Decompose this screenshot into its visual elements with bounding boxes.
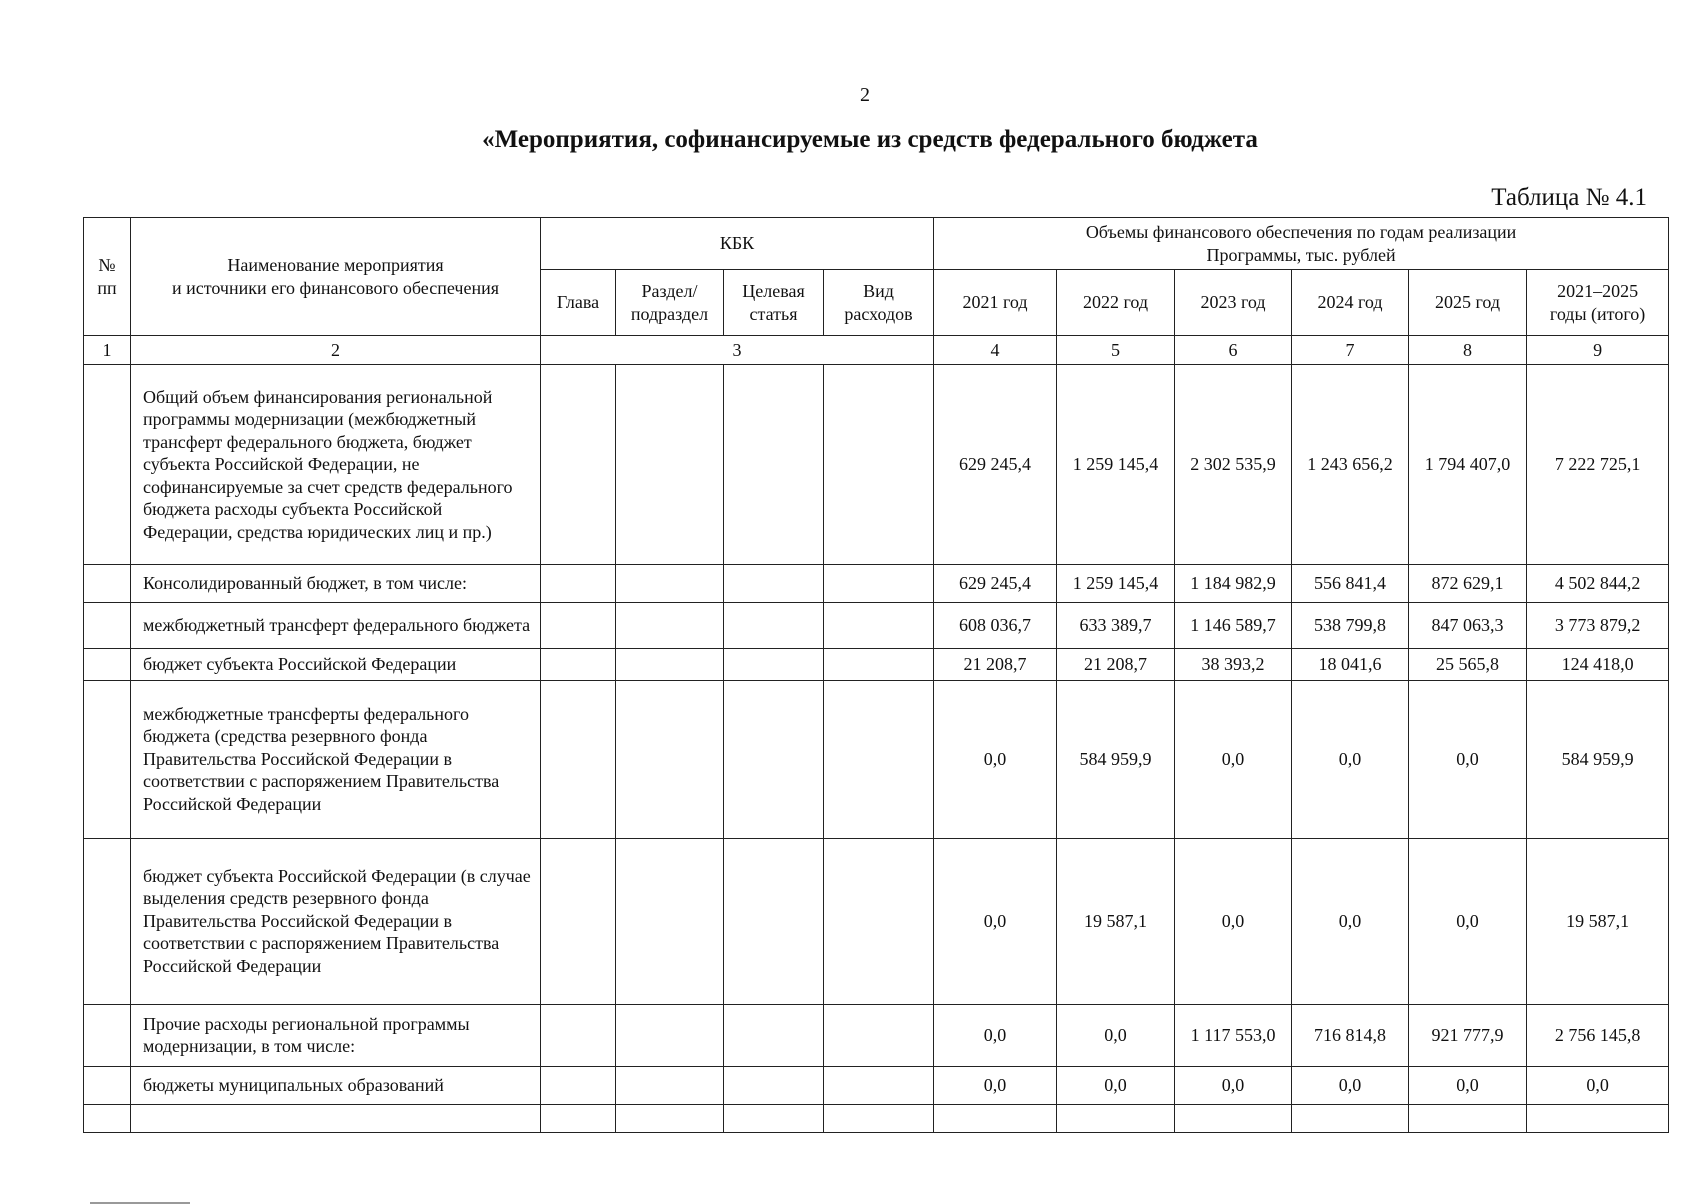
kbk-cell: [824, 649, 934, 681]
kbk-cell: [724, 603, 824, 649]
value-cell: 21 208,7: [1057, 649, 1175, 681]
header-year-2024: 2024 год: [1292, 270, 1409, 336]
header-year-2023: 2023 год: [1175, 270, 1292, 336]
column-number: 7: [1292, 336, 1409, 365]
value-cell: [934, 1104, 1057, 1132]
value-cell: 538 799,8: [1292, 603, 1409, 649]
value-cell: 0,0: [1292, 1066, 1409, 1104]
kbk-cell: [616, 838, 724, 1004]
kbk-cell: [724, 649, 824, 681]
row-number-cell: [84, 365, 131, 565]
kbk-cell: [724, 1104, 824, 1132]
value-cell: 124 418,0: [1527, 649, 1669, 681]
header-num: № пп: [84, 218, 131, 336]
value-cell: [1409, 1104, 1527, 1132]
kbk-cell: [724, 1004, 824, 1066]
value-cell: 0,0: [1527, 1066, 1669, 1104]
value-cell: 21 208,7: [934, 649, 1057, 681]
value-cell: 629 245,4: [934, 365, 1057, 565]
value-cell: 38 393,2: [1175, 649, 1292, 681]
kbk-cell: [616, 1004, 724, 1066]
value-cell: 19 587,1: [1527, 838, 1669, 1004]
value-cell: 556 841,4: [1292, 565, 1409, 603]
value-cell: 0,0: [1175, 680, 1292, 838]
document-title: «Мероприятия, софинансируемые из средств федерального бюджета: [482, 126, 1258, 153]
kbk-cell: [541, 649, 616, 681]
value-cell: 0,0: [1292, 680, 1409, 838]
kbk-cell: [616, 603, 724, 649]
value-cell: 0,0: [1057, 1066, 1175, 1104]
header-volumes: Объемы финансового обеспечения по годам реализации Программы, тыс. рублей: [934, 218, 1669, 270]
value-cell: 1 259 145,4: [1057, 365, 1175, 565]
kbk-cell: [824, 1004, 934, 1066]
header-year-total: 2021–2025 годы (итого): [1527, 270, 1669, 336]
column-number: 4: [934, 336, 1057, 365]
row-name: межбюджетный трансферт федерального бюджета: [131, 603, 541, 649]
table-row: [84, 1004, 1669, 1066]
header-year-2022: 2022 год: [1057, 270, 1175, 336]
kbk-cell: [824, 603, 934, 649]
value-cell: 1 184 982,9: [1175, 565, 1292, 603]
table-row: [84, 649, 1669, 681]
value-cell: 7 222 725,1: [1527, 365, 1669, 565]
value-cell: [1175, 1104, 1292, 1132]
header-kbk-vid: Вид расходов: [824, 270, 934, 336]
kbk-cell: [541, 565, 616, 603]
value-cell: 1 117 553,0: [1175, 1004, 1292, 1066]
row-number-cell: [84, 1066, 131, 1104]
value-cell: 0,0: [1409, 838, 1527, 1004]
column-number-row: [84, 336, 1669, 365]
kbk-cell: [824, 680, 934, 838]
kbk-cell: [724, 838, 824, 1004]
table-row: [84, 1066, 1669, 1104]
column-number: 1: [84, 336, 131, 365]
value-cell: 18 041,6: [1292, 649, 1409, 681]
budget-table: [83, 217, 1669, 1133]
row-number-cell: [84, 838, 131, 1004]
row-number-cell: [84, 565, 131, 603]
row-name: бюджет субъекта Российской Федерации: [131, 649, 541, 681]
kbk-cell: [541, 1066, 616, 1104]
value-cell: 584 959,9: [1527, 680, 1669, 838]
value-cell: 0,0: [934, 838, 1057, 1004]
value-cell: 0,0: [1409, 1066, 1527, 1104]
kbk-cell: [824, 1104, 934, 1132]
kbk-cell: [616, 365, 724, 565]
header-year-2021: 2021 год: [934, 270, 1057, 336]
kbk-cell: [724, 1066, 824, 1104]
kbk-cell: [616, 649, 724, 681]
value-cell: 1 243 656,2: [1292, 365, 1409, 565]
value-cell: 2 756 145,8: [1527, 1004, 1669, 1066]
kbk-cell: [541, 1004, 616, 1066]
row-name: бюджет субъекта Российской Федерации (в случае выделения средств резервного фонда Правительства Российской Федерации в соответствии с распоряжением Правительства Российской Федерации: [131, 838, 541, 1004]
header-kbk-statya: Целевая статья: [724, 270, 824, 336]
value-cell: 25 565,8: [1409, 649, 1527, 681]
table-caption: Таблица № 4.1: [1491, 184, 1647, 211]
value-cell: 1 259 145,4: [1057, 565, 1175, 603]
table-row: [84, 603, 1669, 649]
row-name: бюджеты муниципальных образований: [131, 1066, 541, 1104]
kbk-cell: [616, 565, 724, 603]
value-cell: 2 302 535,9: [1175, 365, 1292, 565]
column-number: 3: [541, 336, 934, 365]
header-kbk-glava: Глава: [541, 270, 616, 336]
column-number: 8: [1409, 336, 1527, 365]
kbk-cell: [541, 680, 616, 838]
row-number-cell: [84, 1104, 131, 1132]
row-name: межбюджетные трансферты федерального бюджета (средства резервного фонда Правительства Российской Федерации в соответствии с распоряжением Правительства Российской Федерации: [131, 680, 541, 838]
value-cell: 629 245,4: [934, 565, 1057, 603]
value-cell: 0,0: [1409, 680, 1527, 838]
value-cell: 1 794 407,0: [1409, 365, 1527, 565]
row-number-cell: [84, 1004, 131, 1066]
value-cell: 0,0: [934, 680, 1057, 838]
row-name: [131, 1104, 541, 1132]
column-number: 6: [1175, 336, 1292, 365]
header-year-2025: 2025 год: [1409, 270, 1527, 336]
kbk-cell: [541, 838, 616, 1004]
table-row: [84, 680, 1669, 838]
header-kbk-razdel: Раздел/ подраздел: [616, 270, 724, 336]
value-cell: [1057, 1104, 1175, 1132]
value-cell: 0,0: [934, 1066, 1057, 1104]
kbk-cell: [824, 1066, 934, 1104]
value-cell: 1 146 589,7: [1175, 603, 1292, 649]
kbk-cell: [616, 680, 724, 838]
table-row: [84, 365, 1669, 565]
header-kbk: КБК: [541, 218, 934, 270]
value-cell: 584 959,9: [1057, 680, 1175, 838]
kbk-cell: [824, 565, 934, 603]
value-cell: 4 502 844,2: [1527, 565, 1669, 603]
kbk-cell: [616, 1104, 724, 1132]
row-number-cell: [84, 649, 131, 681]
value-cell: 3 773 879,2: [1527, 603, 1669, 649]
kbk-cell: [616, 1066, 724, 1104]
kbk-cell: [724, 565, 824, 603]
value-cell: 0,0: [1057, 1004, 1175, 1066]
value-cell: 921 777,9: [1409, 1004, 1527, 1066]
row-number-cell: [84, 680, 131, 838]
value-cell: 872 629,1: [1409, 565, 1527, 603]
page-number: 2: [860, 84, 870, 106]
kbk-cell: [541, 603, 616, 649]
kbk-cell: [724, 680, 824, 838]
row-name: Консолидированный бюджет, в том числе:: [131, 565, 541, 603]
value-cell: [1527, 1104, 1669, 1132]
value-cell: 716 814,8: [1292, 1004, 1409, 1066]
table-row: [84, 565, 1669, 603]
value-cell: 0,0: [1175, 1066, 1292, 1104]
kbk-cell: [541, 365, 616, 565]
kbk-cell: [824, 838, 934, 1004]
column-number: 9: [1527, 336, 1669, 365]
value-cell: 0,0: [934, 1004, 1057, 1066]
column-number: 2: [131, 336, 541, 365]
value-cell: 608 036,7: [934, 603, 1057, 649]
kbk-cell: [824, 365, 934, 565]
kbk-cell: [724, 365, 824, 565]
table-row: [84, 838, 1669, 1004]
row-name: Прочие расходы региональной программы модернизации, в том числе:: [131, 1004, 541, 1066]
row-name: Общий объем финансирования региональной программы модернизации (межбюджетный трансферт федерального бюджета, бюджет субъекта Российской Федерации, не софинансируемые за счет средств федерального бюджета расходы субъекта Российской Федерации, средства юридических лиц и пр.): [131, 365, 541, 565]
column-number: 5: [1057, 336, 1175, 365]
value-cell: [1292, 1104, 1409, 1132]
value-cell: 0,0: [1292, 838, 1409, 1004]
value-cell: 847 063,3: [1409, 603, 1527, 649]
table-row: [84, 1104, 1669, 1132]
value-cell: 19 587,1: [1057, 838, 1175, 1004]
value-cell: 633 389,7: [1057, 603, 1175, 649]
row-number-cell: [84, 603, 131, 649]
kbk-cell: [541, 1104, 616, 1132]
value-cell: 0,0: [1175, 838, 1292, 1004]
header-name: Наименование мероприятия и источники его финансового обеспечения: [131, 218, 541, 336]
